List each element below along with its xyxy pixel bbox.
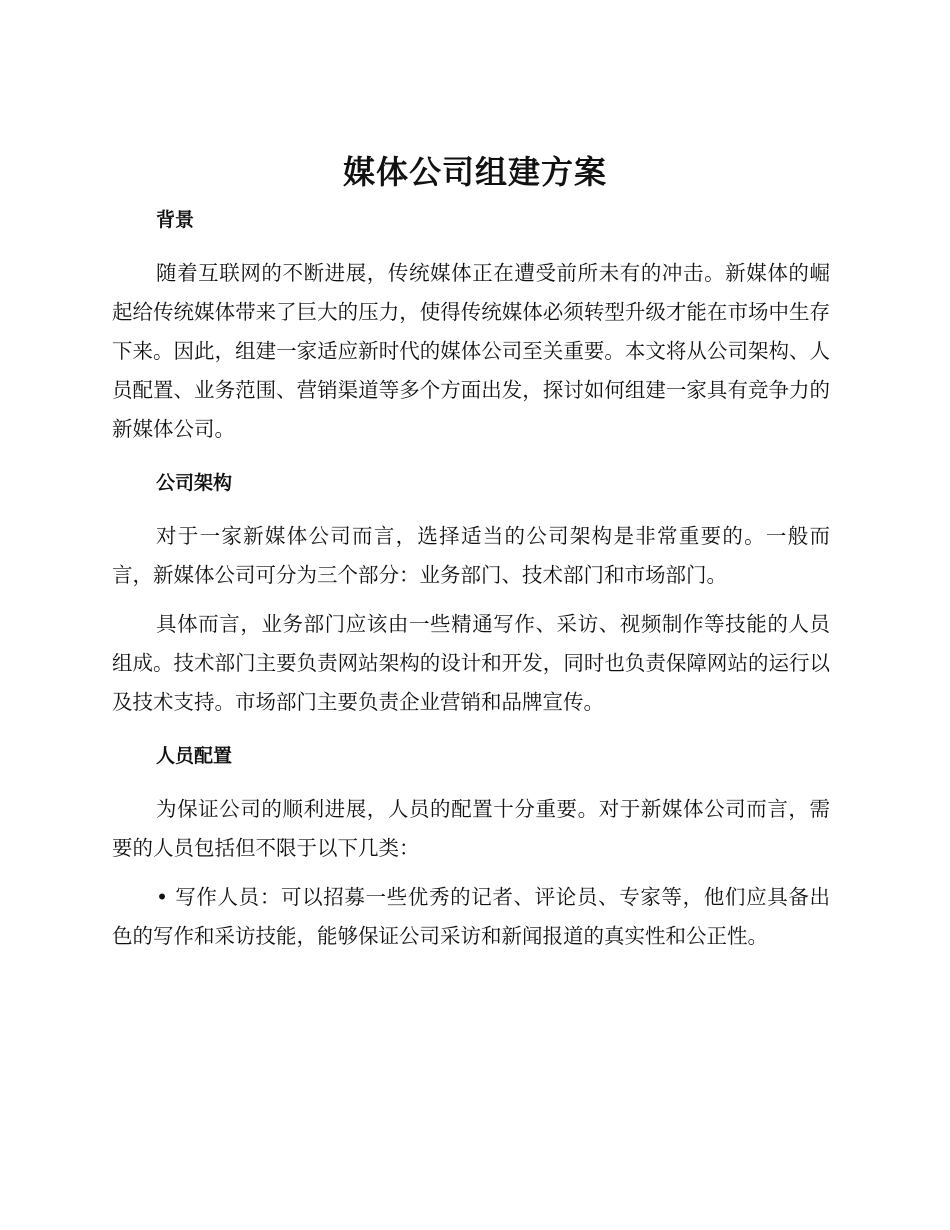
document-title: 媒体公司组建方案 [342, 153, 607, 191]
document-body [112, 200, 830, 956]
section-heading-background: 背景 [156, 209, 195, 231]
company-structure-paragraph-1: 对于一家新媒体公司而言，选择适当的公司架构是非常重要的。一般而言，新媒体公司可分为三个部分：业务部门、技术部门和市场部门。 [112, 524, 830, 587]
staffing-bullet-writers: • 写作人员：可以招募一些优秀的记者、评论员、专家等，他们应具备出色的写作和采访技能，能够保证公司采访和新闻报道的真实性和公正性。 [112, 885, 830, 948]
section-heading-company-structure: 公司架构 [156, 472, 233, 494]
company-structure-paragraph-2: 具体而言，业务部门应该由一些精通写作、采访、视频制作等技能的人员组成。技术部门主要负责网站架构的设计和开发，同时也负责保障网站的运行以及技术支持。市场部门主要负责企业营销和品牌宣传。 [112, 612, 830, 714]
section-heading-staffing: 人员配置 [156, 745, 233, 767]
staffing-paragraph-1: 为保证公司的顺利进展，人员的配置十分重要。对于新媒体公司而言，需要的人员包括但不限于以下几类： [112, 797, 830, 860]
background-paragraph: 随着互联网的不断进展，传统媒体正在遭受前所未有的冲击。新媒体的崛起给传统媒体带来了巨大的压力，使得传统媒体必须转型升级才能在市场中生存下来。因此，组建一家适应新时代的媒体公司至关重要。本文将从公司架构、人员配置、业务范围、营销渠道等多个方面出发，探讨如何组建一家具有竞争力的新媒体公司。 [112, 261, 830, 441]
